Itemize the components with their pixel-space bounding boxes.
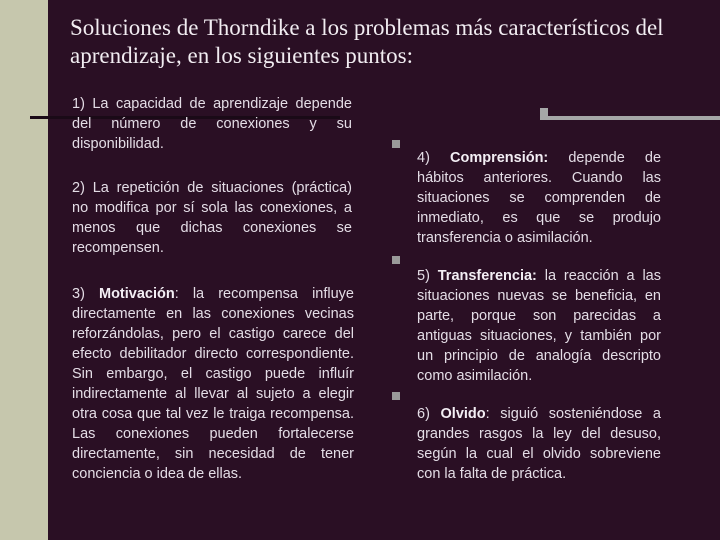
point-3-text: : la recompensa influye directamente en las conexiones vecinas reforzándolas, pero el castigo carece del efecto debilitador directo correspondiente. Sin embargo, el castigo puede influír indirectamente al llevar al sujeto a elegir otra cosa que tal vez le traiga recompensa. Las conexiones pueden fortalecerse directamente, sin necesidad de tener conciencia o idea de ellas.	[72, 286, 355, 482]
point-4-prefix: 4)	[417, 150, 450, 166]
point-3-prefix: 3)	[72, 286, 99, 302]
bullet-square-icon	[392, 392, 400, 400]
point-4-term: Comprensión:	[449, 150, 549, 166]
point-1-text: 1) La capacidad de aprendizaje depende del número de conexiones y su disponibilidad.	[72, 96, 352, 152]
point-1-capacidad	[72, 94, 352, 154]
point-5-term: Transferencia:	[437, 268, 537, 284]
bullet-square-icon	[392, 256, 400, 264]
point-6-text: : siguió sosteniéndose a grandes rasgos la ley del desuso, según la cual el olvido sobreviene con la falta de práctica.	[417, 406, 661, 482]
slide-title: Soluciones de Thorndike a los problemas más característicos del aprendizaje, en los siguientes puntos:	[70, 15, 664, 68]
point-6-prefix: 6)	[417, 406, 441, 422]
point-5-prefix: 5)	[417, 268, 438, 284]
point-4-comprension	[417, 148, 661, 248]
point-2-repeticion	[72, 178, 352, 258]
point-4-text: depende de hábitos anteriores. Cuando las situaciones se comprenden de inmediato, es que se produjo transferencia o asimilación.	[417, 150, 662, 246]
point-6-olvido	[417, 404, 661, 484]
point-3-motivacion	[72, 284, 354, 484]
point-5-transferencia	[417, 266, 661, 386]
point-6-term: Olvido	[440, 406, 486, 422]
point-2-text: 2) La repetición de situaciones (práctica) no modifica por sí sola las conexiones, a menos que dichas conexiones se recompensen.	[72, 180, 352, 256]
bullet-square-icon	[392, 140, 400, 148]
decorative-sidebar-bar	[0, 0, 48, 540]
point-5-text: la reacción a las situaciones nuevas se beneficia, en parte, porque son parecidas a antiguas situaciones, y también por un principio de analogía descripto como asimilación.	[417, 268, 661, 384]
point-3-term: Motivación	[98, 286, 175, 302]
right-divider-rule	[540, 116, 720, 120]
